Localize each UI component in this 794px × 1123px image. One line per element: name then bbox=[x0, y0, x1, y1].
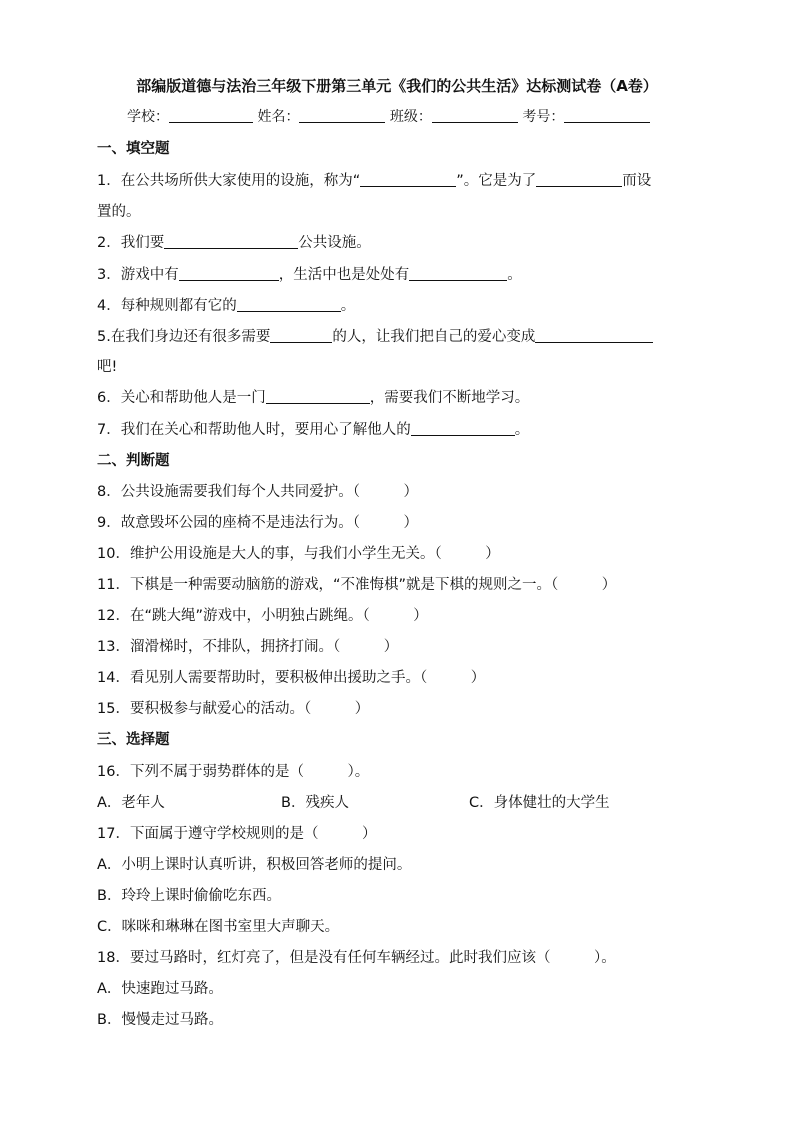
option-c[interactable]: C．咪咪和琳琳在图书室里大声聊天。 bbox=[97, 919, 340, 935]
section-fill-heading: 一、填空题 bbox=[97, 141, 170, 157]
section-choice-heading: 三、选择题 bbox=[97, 732, 170, 748]
question-16: 16．下列不属于弱势群体的是（ ）。 bbox=[97, 764, 370, 780]
question-14: 14．看见别人需要帮助时，要积极伸出援助之手。（ ） bbox=[97, 670, 486, 686]
number-blank[interactable] bbox=[564, 108, 650, 123]
answer-blank[interactable] bbox=[266, 389, 370, 404]
number-label: 考号： bbox=[522, 109, 565, 125]
section-judge-heading: 二、判断题 bbox=[97, 453, 170, 469]
answer-blank[interactable] bbox=[411, 421, 515, 436]
answer-blank[interactable] bbox=[237, 297, 341, 312]
question-15: 15．要积极参与献爱心的活动。（ ） bbox=[97, 701, 370, 717]
answer-blank[interactable] bbox=[409, 266, 507, 281]
option-b[interactable]: B．残疾人 bbox=[281, 795, 349, 811]
answer-blank[interactable] bbox=[535, 328, 653, 343]
name-label: 姓名： bbox=[257, 109, 300, 125]
option-a[interactable]: A．快速跑过马路。 bbox=[97, 981, 223, 997]
option-c[interactable]: C．身体健壮的大学生 bbox=[469, 795, 610, 811]
question-13: 13．溜滑梯时，不排队，拥挤打闹。（ ） bbox=[97, 639, 399, 655]
option-a[interactable]: A．小明上课时认真听讲，积极回答老师的提问。 bbox=[97, 857, 412, 873]
question-8: 8．公共设施需要我们每个人共同爱护。（ ） bbox=[97, 484, 418, 500]
answer-blank[interactable] bbox=[360, 172, 456, 187]
page-title: 部编版道德与法治三年级下册第三单元《我们的公共生活》达标测试卷（A卷） bbox=[136, 77, 658, 95]
question-1: 1．在公共场所供大家使用的设施，称为“ ”。它是为了 而设 bbox=[97, 173, 652, 189]
option-b[interactable]: B．玲玲上课时偷偷吃东西。 bbox=[97, 888, 281, 904]
question-4: 4．每种规则都有它的 。 bbox=[97, 298, 356, 314]
answer-blank[interactable] bbox=[179, 266, 279, 281]
answer-blank[interactable] bbox=[270, 328, 332, 343]
question-7: 7．我们在关心和帮助他人时，要用心了解他人的 。 bbox=[97, 422, 530, 438]
question-18: 18．要过马路时，红灯亮了，但是没有任何车辆经过。此时我们应该（ ）。 bbox=[97, 950, 616, 966]
class-label: 班级： bbox=[389, 109, 432, 125]
answer-blank[interactable] bbox=[164, 234, 298, 249]
school-label: 学校： bbox=[127, 109, 169, 125]
option-a[interactable]: A．老年人 bbox=[97, 795, 165, 811]
question-3: 3．游戏中有 ，生活中也是处处有 。 bbox=[97, 267, 522, 283]
question-12: 12．在“跳大绳”游戏中，小明独占跳绳。（ ） bbox=[97, 608, 428, 624]
school-blank[interactable] bbox=[169, 108, 253, 123]
question-6: 6．关心和帮助他人是一门 ，需要我们不断地学习。 bbox=[97, 390, 530, 406]
question-2: 2．我们要 公共设施。 bbox=[97, 235, 371, 251]
question-11: 11．下棋是一种需要动脑筋的游戏，“不准悔棋”就是下棋的规则之一。（ ） bbox=[97, 577, 617, 593]
question-5: 5.在我们身边还有很多需要 的人，让我们把自己的爱心变成 bbox=[97, 328, 653, 346]
question-9: 9．故意毁坏公园的座椅不是违法行为。（ ） bbox=[97, 515, 418, 531]
question-17: 17．下面属于遵守学校规则的是（ ） bbox=[97, 826, 377, 842]
question-16-options bbox=[97, 794, 610, 812]
question-1-cont: 置的。 bbox=[97, 204, 141, 220]
answer-blank[interactable] bbox=[536, 172, 622, 187]
name-blank[interactable] bbox=[299, 108, 385, 123]
student-info-row bbox=[127, 108, 650, 126]
question-10: 10．维护公用设施是大人的事，与我们小学生无关。（ ） bbox=[97, 546, 500, 562]
option-b[interactable]: B．慢慢走过马路。 bbox=[97, 1012, 223, 1028]
question-5-cont: 吧! bbox=[97, 359, 118, 375]
class-blank[interactable] bbox=[432, 108, 518, 123]
